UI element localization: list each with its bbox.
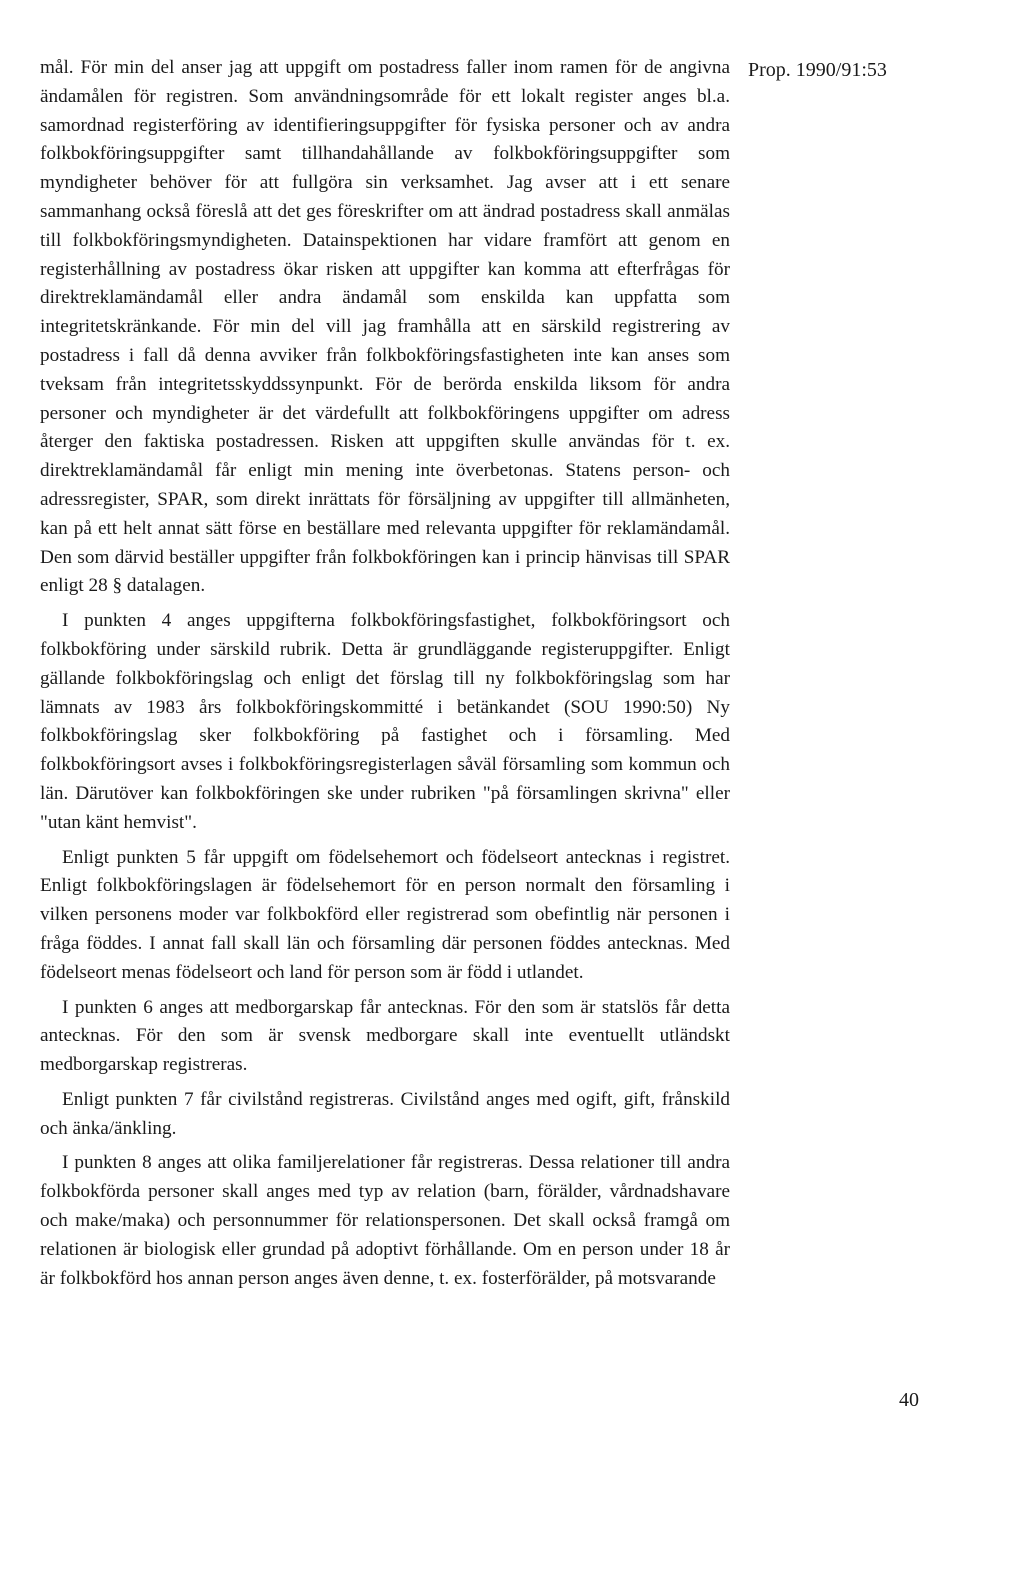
paragraph-2: I punkten 4 anges uppgifterna folkbokföringsfastighet, folkbokföringsort och folkbokföring under särskild rubrik. Detta är grundläggande registeruppgifter. Enligt gällande folkbokföringslag och enligt det förslag till ny folkbokföringslag som har lämnats av 1983 års folkbokföringskommitté i betänkandet (SOU 1990:50) Ny folkbokföringslag sker folkbokföring på fastighet och i församling. Med folkbokföringsort avses i folkbokföringsregisterlagen såväl församling som kommun och län. Därutöver kan folkbokföringen ske under rubriken "på församlingen skrivna" eller "utan känt hemvist".	[40, 610, 730, 833]
paragraph-6: I punkten 8 anges att olika familjerelationer får registreras. Dessa relationer till andra folkbokförda personer skall anges med typ av relation (barn, förälder, vårdnadshavare och make/maka) och personnummer för relationspersonen. Det skall också framgå om relationen är biologisk eller grundad på adoptivt förhållande. Om en person under 18 år är folkbokförd hos annan person anges även denne, t. ex. fosterförälder, på motsvarande	[40, 1152, 730, 1289]
paragraph-1: mål. För min del anser jag att uppgift om postadress faller inom ramen för de angivna ändamålen för registren. Som användningsområde för ett lokalt register anges bl.a. samordnad registerföring av identifieringsuppgifter för fysiska personer och av andra folkbokföringsuppgifter samt tillhandahållande av folkbokföringsuppgifter som myndigheter behöver för att fullgöra sin verksamhet. Jag avser att i ett senare sammanhang också föreslå att det ges föreskrifter om att ändrad postadress skall anmälas till folkbokföringsmyndigheten. Datainspektionen har vidare framfört att genom en registerhållning av postadress ökar risken att uppgifter kan komma att efterfrågas för direktreklamändamål eller andra ändamål som enskilda kan uppfatta som integritetskränkande. För min del vill jag framhålla att en särskild registrering av postadress i fall då denna avviker från folkbokföringsfastigheten inte kan anses som tveksam från integritetsskyddssynpunkt. För de berörda enskilda liksom för andra personer och myndigheter är det värdefullt att folkbokföringens uppgifter om adress återger den faktiska postadressen. Risken att uppgiften skulle användas för t. ex. direktreklamändamål får enligt min mening inte överbetonas. Statens person- och adressregister, SPAR, som direkt inrättats för försäljning av uppgifter till allmänheten, kan på ett helt annat sätt förse en beställare med relevanta uppgifter för reklamändamål. Den som därvid beställer uppgifter från folkbokföringen kan i princip hänvisas till SPAR enligt 28 § datalagen.	[40, 57, 730, 597]
paragraph-5: Enligt punkten 7 får civilstånd registreras. Civilstånd anges med ogift, gift, frånskild och änka/änkling.	[40, 1088, 730, 1139]
body-text	[40, 54, 730, 1299]
proposition-reference: Prop. 1990/91:53	[748, 59, 887, 81]
paragraph-3: Enligt punkten 5 får uppgift om födelsehemort och födelseort antecknas i registret. Enligt folkbokföringslagen är födelsehemort för en person normalt den församling i vilken personens moder var folkbokförd eller registrerad som obefintlig när personen i fråga föddes. I annat fall skall län och församling där personen föddes antecknas. Med födelseort menas födelseort och land för person som är född i utlandet.	[40, 846, 730, 983]
page-number: 40	[899, 1389, 919, 1411]
paragraph-4: I punkten 6 anges att medborgarskap får antecknas. För den som är statslös får detta antecknas. För den som är svensk medborgare skall inte eventuellt utländskt medborgarskap registreras.	[40, 996, 730, 1076]
